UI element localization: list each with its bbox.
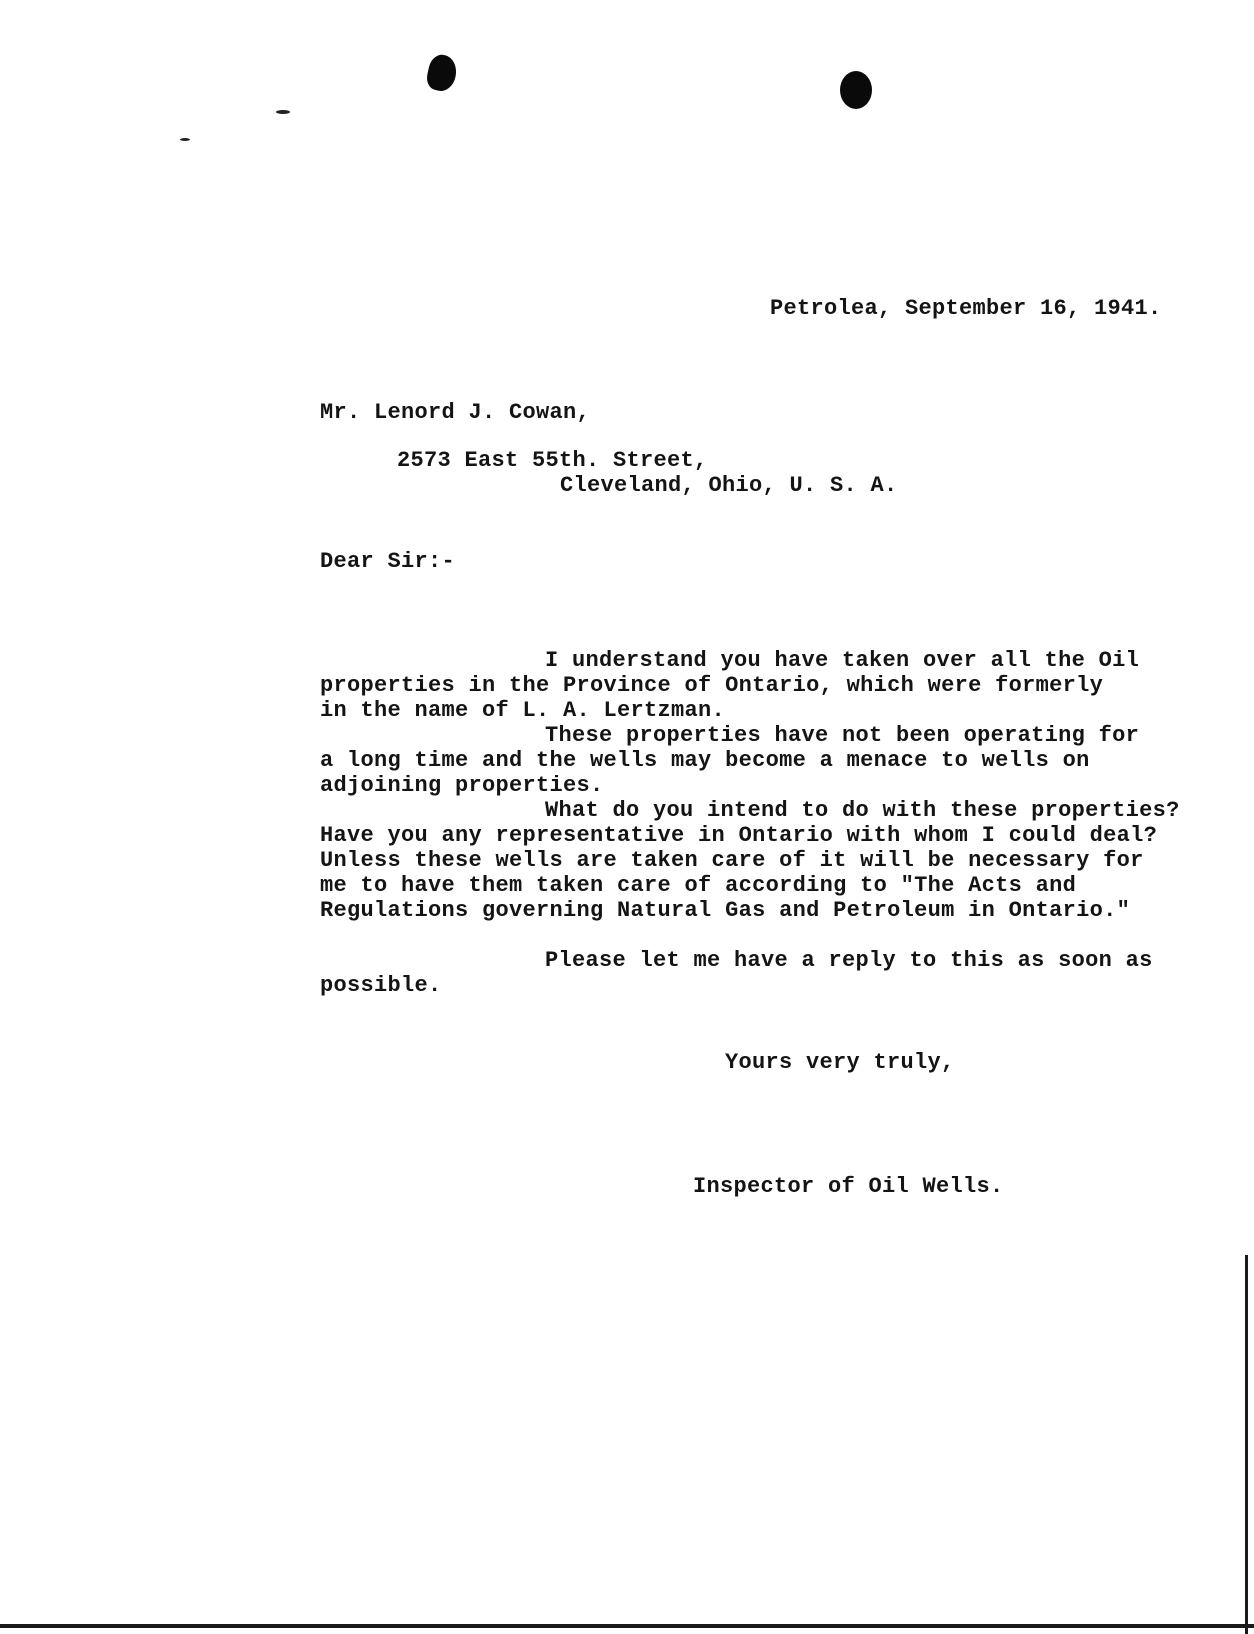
scan-speck bbox=[276, 110, 290, 114]
scan-edge bbox=[0, 1624, 1254, 1628]
punch-hole-mark bbox=[840, 71, 872, 109]
salutation: Dear Sir:- bbox=[320, 549, 456, 574]
body-line: Have you any representative in Ontario with whom I could deal? bbox=[320, 823, 1158, 848]
punch-hole-mark bbox=[425, 52, 460, 93]
body-line: What do you intend to do with these properties? bbox=[545, 798, 1180, 823]
body-line: These properties have not been operating for bbox=[545, 723, 1140, 748]
body-line: possible. bbox=[320, 973, 442, 998]
body-line: Regulations governing Natural Gas and Petroleum in Ontario." bbox=[320, 898, 1131, 923]
body-line: Please let me have a reply to this as soon as bbox=[545, 948, 1153, 973]
body-line: properties in the Province of Ontario, which were formerly bbox=[320, 673, 1104, 698]
body-line: in the name of L. A. Lertzman. bbox=[320, 698, 726, 723]
body-line: adjoining properties. bbox=[320, 773, 604, 798]
body-line: me to have them taken care of according to "The Acts and bbox=[320, 873, 1077, 898]
recipient-name: Mr. Lenord J. Cowan, bbox=[320, 400, 591, 425]
scan-edge bbox=[1245, 1255, 1248, 1634]
recipient-address-line: 2573 East 55th. Street, bbox=[397, 448, 708, 473]
recipient-address-line: Cleveland, Ohio, U. S. A. bbox=[560, 473, 898, 498]
signature-title: Inspector of Oil Wells. bbox=[693, 1174, 1004, 1199]
body-line: a long time and the wells may become a menace to wells on bbox=[320, 748, 1090, 773]
closing: Yours very truly, bbox=[725, 1050, 955, 1075]
body-line: Unless these wells are taken care of it will be necessary for bbox=[320, 848, 1144, 873]
letter-date: Petrolea, September 16, 1941. bbox=[770, 296, 1162, 321]
body-line: I understand you have taken over all the Oil bbox=[545, 648, 1140, 673]
scan-speck bbox=[180, 138, 190, 141]
